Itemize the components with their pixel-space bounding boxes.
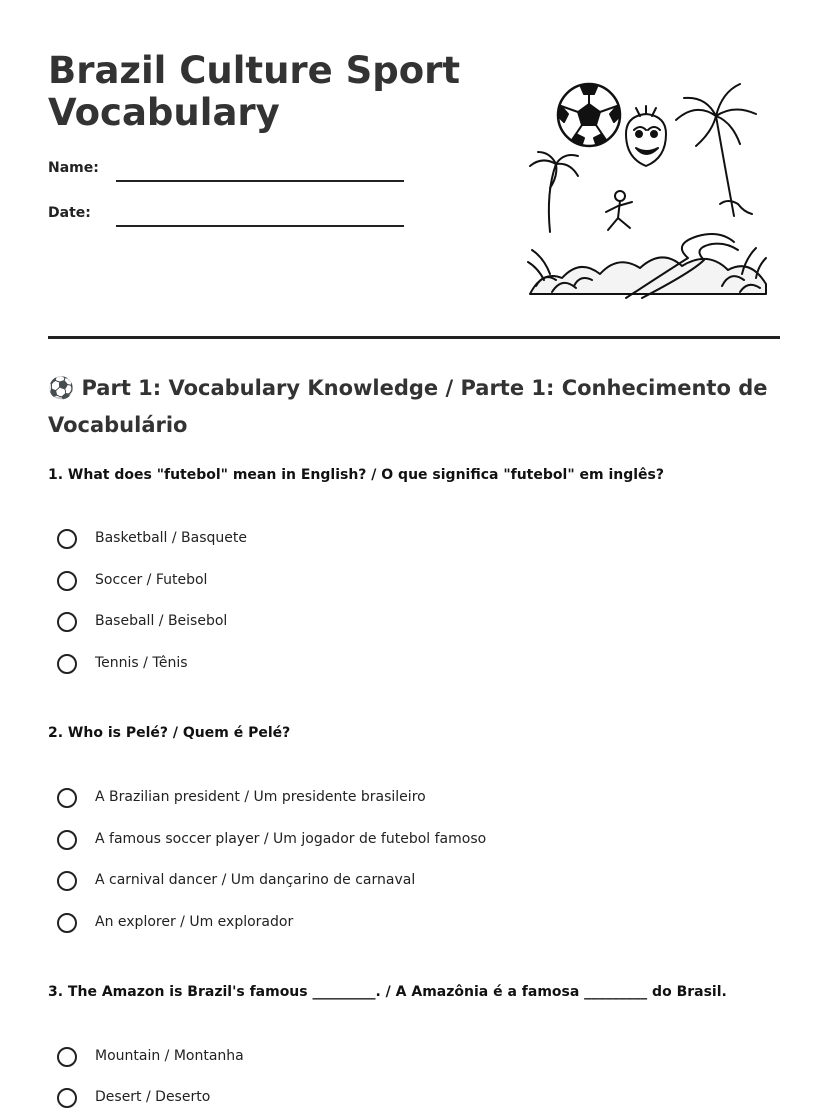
radio-button[interactable] — [57, 788, 77, 808]
question-3: 3. The Amazon is Brazil's famous _________. / A Amazônia é a famosa _________ do Brasil. — [48, 984, 727, 1000]
option-label: Mountain / Montanha — [95, 1048, 244, 1064]
date-field[interactable] — [116, 225, 404, 227]
name-field[interactable] — [116, 180, 404, 182]
brazil-illustration — [522, 72, 774, 302]
radio-button[interactable] — [57, 1047, 77, 1067]
radio-button[interactable] — [57, 830, 77, 850]
date-label: Date: — [48, 205, 91, 221]
question-2: 2. Who is Pelé? / Quem é Pelé? — [48, 725, 291, 741]
question-1: 1. What does "futebol" mean in English? / O que significa "futebol" em inglês? — [48, 467, 664, 483]
section-divider — [48, 336, 780, 339]
radio-button[interactable] — [57, 654, 77, 674]
radio-button[interactable] — [57, 529, 77, 549]
name-label: Name: — [48, 160, 99, 176]
option-label: A carnival dancer / Um dançarino de carnaval — [95, 872, 416, 888]
radio-button[interactable] — [57, 612, 77, 632]
option-label: An explorer / Um explorador — [95, 914, 294, 930]
section-title-text: Part 1: Vocabulary Knowledge / Parte 1: Conhecimento de Vocabulário — [48, 376, 768, 437]
soccer-ball-icon: ⚽ — [48, 376, 75, 400]
option-label: Baseball / Beisebol — [95, 613, 228, 629]
radio-button[interactable] — [57, 571, 77, 591]
section-heading — [48, 370, 778, 444]
radio-button[interactable] — [57, 871, 77, 891]
option-label: A famous soccer player / Um jogador de futebol famoso — [95, 831, 487, 847]
option-label: Basketball / Basquete — [95, 530, 248, 546]
radio-button[interactable] — [57, 913, 77, 933]
option-label: Soccer / Futebol — [95, 572, 208, 588]
radio-button[interactable] — [57, 1088, 77, 1108]
option-label: Tennis / Tênis — [95, 655, 188, 671]
worksheet-title: Brazil Culture Sport Vocabulary — [48, 49, 461, 134]
option-label: Desert / Deserto — [95, 1089, 211, 1105]
option-label: A Brazilian president / Um presidente brasileiro — [95, 789, 426, 805]
